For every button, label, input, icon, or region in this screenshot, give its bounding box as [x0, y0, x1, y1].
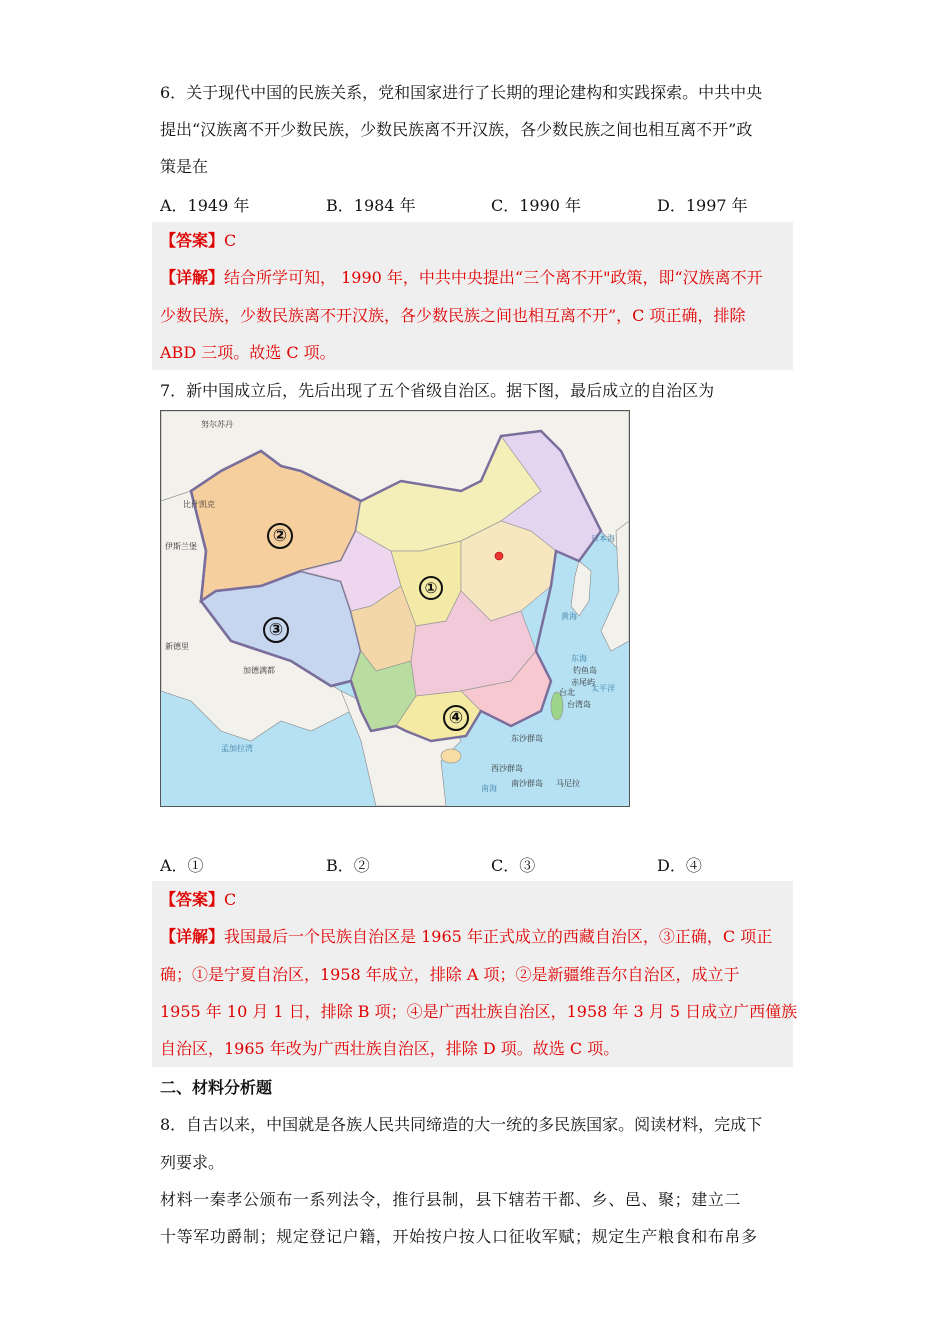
- q7-stem: 7．新中国成立后，先后出现了五个省级自治区。据下图，最后成立的自治区为: [160, 381, 715, 400]
- q7-option-a[interactable]: A．①: [160, 856, 204, 875]
- q7-answer-line: [160, 890, 236, 910]
- q6-option-d[interactable]: D．1997 年: [657, 196, 748, 215]
- section-heading: 二、材料分析题: [160, 1078, 273, 1097]
- q6-answer-line: [160, 231, 236, 251]
- q6-option-c[interactable]: C．1990 年: [491, 196, 582, 215]
- label-yellow-sea: 黄海: [561, 612, 577, 621]
- q6-options: [160, 193, 793, 215]
- map-svg: [161, 411, 629, 806]
- label-taiwan: 台湾岛: [567, 700, 591, 709]
- q7-answer-value: C: [224, 890, 237, 909]
- label-manila: 马尼拉: [556, 779, 580, 788]
- label-south-sea: 南海: [481, 784, 497, 793]
- beijing-star: [495, 552, 503, 560]
- q7-detail-line-3: 1955 年 10 月 1 日，排除 B 项；④是广西壮族自治区，1958 年 3 月 5 日成立广西僮族: [160, 1002, 798, 1021]
- label-east-sea: 东海: [571, 654, 587, 663]
- label-nur-sultan: 努尔苏丹: [201, 420, 233, 429]
- q6-detail-line-2: 少数民族，少数民族离不开汉族，各少数民族之间也相互离不开”，C 项正确，排除: [160, 306, 746, 325]
- label-bay-of-bengal: 孟加拉湾: [221, 744, 253, 753]
- q7-option-d[interactable]: D．④: [657, 856, 702, 875]
- label-islamabad: 伊斯兰堡: [165, 542, 197, 551]
- q6-answer-box: [152, 222, 793, 370]
- label-xisha: 西沙群岛: [491, 764, 523, 773]
- q7-option-c[interactable]: C．③: [491, 856, 536, 875]
- q6-detail-text-1: 结合所学可知， 1990 年，中共中央提出“三个离不开"政策，即“汉族离不开: [224, 268, 763, 287]
- q7-detail-line-1: [160, 927, 772, 947]
- label-chiwei: 赤尾屿: [571, 678, 595, 687]
- q7-detail-line-2: 确；①是宁夏自治区，1958 年成立，排除 A 项；②是新疆维吾尔自治区，成立于: [160, 965, 740, 984]
- q6-answer-tag: 【答案】: [160, 231, 225, 250]
- label-bishkek: 比什凯克: [183, 500, 215, 509]
- q7-detail-tag: 【详解】: [160, 927, 225, 946]
- q7-detail-line-4: 自治区，1965 年改为广西壮族自治区，排除 D 项。故选 C 项。: [160, 1039, 620, 1058]
- q6-answer-value: C: [224, 231, 237, 250]
- label-kathmandu: 加德满都: [243, 666, 275, 675]
- label-dongsha: 东沙群岛: [511, 734, 543, 743]
- hainan-island: [441, 749, 461, 763]
- q6-stem-line-1: 6．关于现代中国的民族关系，党和国家进行了长期的理论建构和实践探索。中共中央: [160, 83, 763, 102]
- label-diaoyu: 钓鱼岛: [573, 666, 597, 675]
- q8-stem-line-1: 8．自古以来，中国就是各族人民共同缔造的大一统的多民族国家。阅读材料，完成下: [160, 1115, 763, 1134]
- marker-3: ③: [263, 617, 289, 643]
- label-nansha: 南沙群岛: [511, 779, 543, 788]
- q7-option-b[interactable]: B．②: [326, 856, 370, 875]
- q6-option-a[interactable]: A．1949 年: [160, 196, 250, 215]
- china-autonomous-regions-map: [160, 410, 630, 807]
- marker-2: ②: [267, 523, 293, 549]
- label-taibei: 台北: [559, 688, 575, 697]
- q6-detail-tag: 【详解】: [160, 268, 225, 287]
- label-new-delhi: 新德里: [165, 642, 189, 651]
- q8-stem-line-2: 列要求。: [160, 1153, 225, 1172]
- q7-answer-box: [152, 881, 798, 1067]
- q7-answer-tag: 【答案】: [160, 890, 225, 909]
- q8-material-line-1: 材料一秦孝公颁布一系列法令，推行县制，县下辖若干都、乡、邑、聚；建立二: [160, 1190, 742, 1209]
- q6-detail-line-3: ABD 三项。故选 C 项。: [160, 343, 336, 362]
- label-pacific: 太平洋: [591, 684, 615, 693]
- korea-peninsula: [571, 561, 591, 616]
- q8-material-line-2: 十等军功爵制；规定登记户籍，开始按户按人口征收军赋；规定生产粮食和布帛多: [160, 1227, 758, 1246]
- q6-stem-line-3: 策是在: [160, 157, 209, 176]
- marker-1: ①: [419, 576, 443, 600]
- marker-4: ④: [443, 705, 469, 731]
- q6-stem-line-2: 提出“汉族离不开少数民族，少数民族离不开汉族，各少数民族之间也相互离不开”政: [160, 120, 753, 139]
- q7-options: [160, 853, 793, 875]
- q7-detail-text-1: 我国最后一个民族自治区是 1965 年正式成立的西藏自治区，③正确，C 项正: [224, 927, 773, 946]
- label-sea-of-japan: 日本海: [591, 534, 615, 543]
- q6-option-b[interactable]: B．1984 年: [326, 196, 416, 215]
- q6-detail-line-1: [160, 268, 763, 288]
